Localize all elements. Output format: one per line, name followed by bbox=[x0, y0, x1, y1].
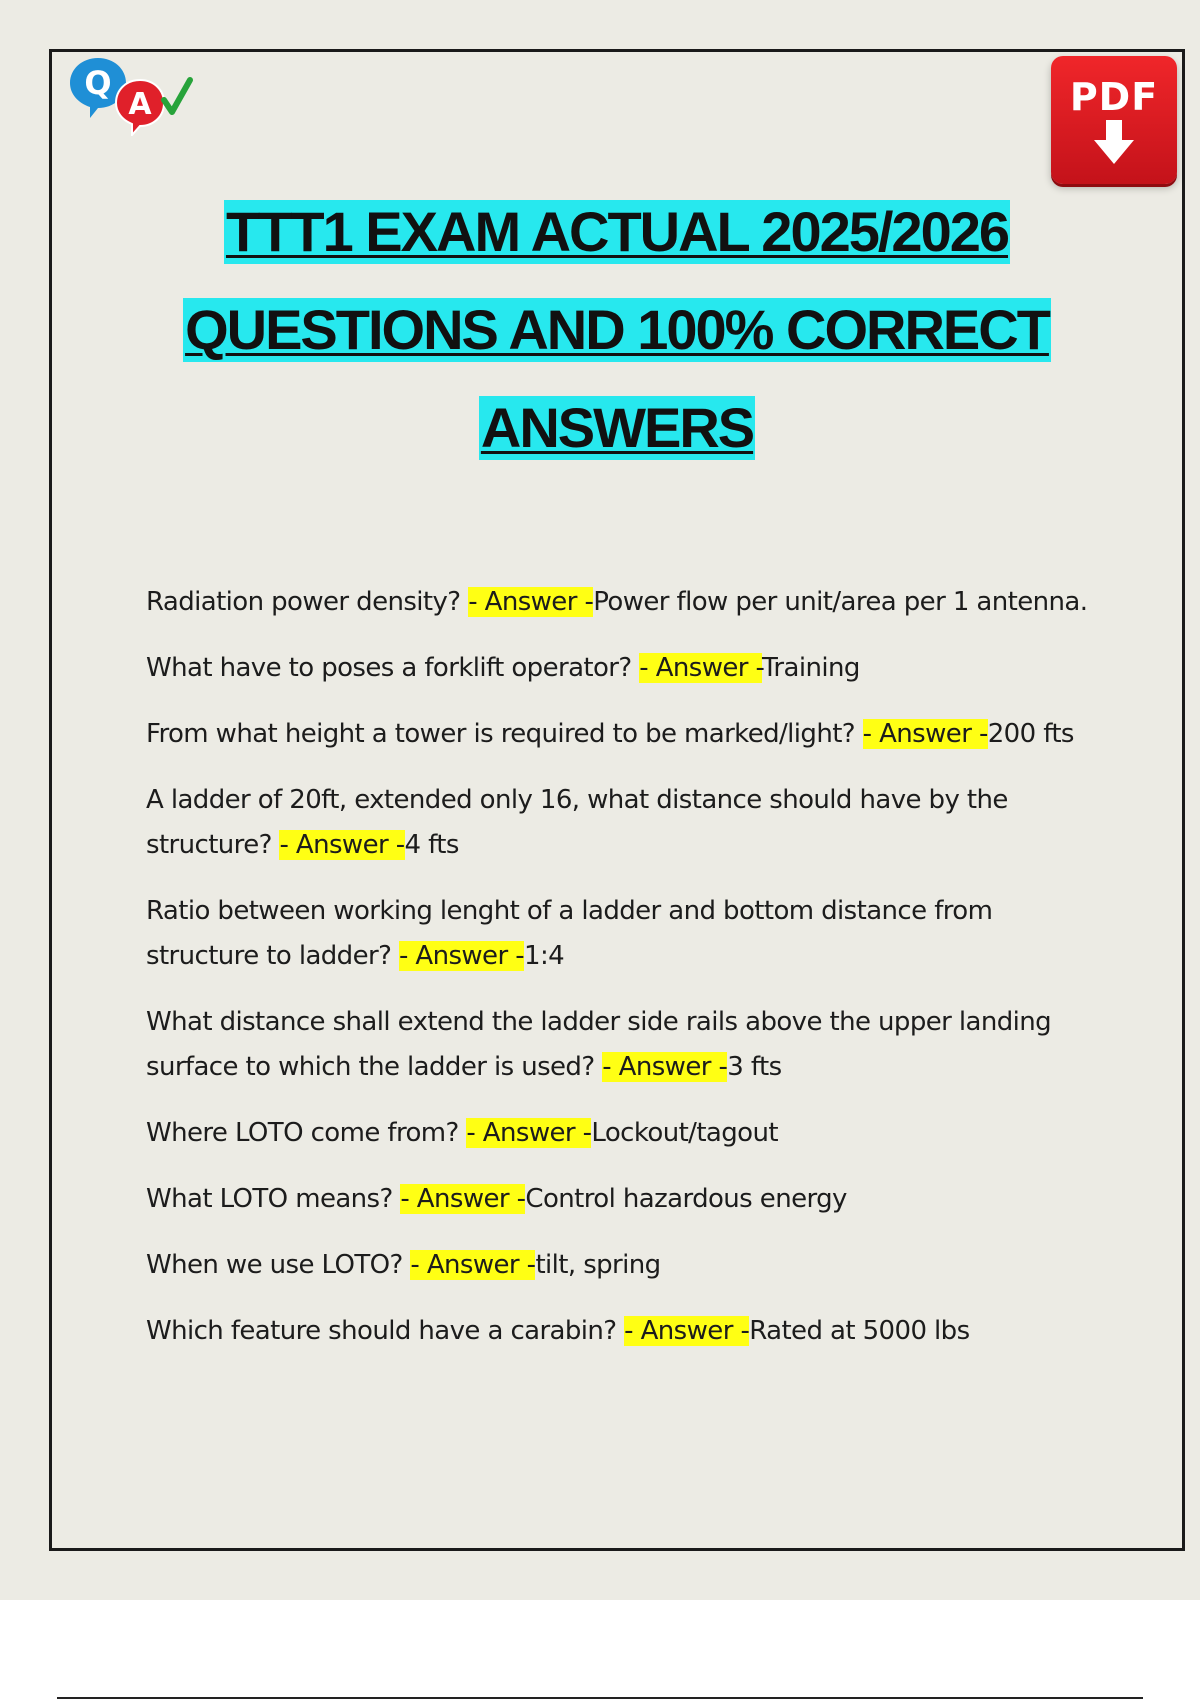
question-text: Where LOTO come from? bbox=[146, 1118, 467, 1148]
answer-tag: - Answer - bbox=[862, 719, 988, 749]
question-text: When we use LOTO? bbox=[146, 1250, 411, 1280]
answer-text: Lockout/tagout bbox=[591, 1118, 778, 1148]
qa-logo bbox=[68, 56, 198, 136]
document-title bbox=[55, 200, 1179, 494]
answer-tag: - Answer - bbox=[400, 1184, 526, 1214]
answer-text: tilt, spring bbox=[535, 1250, 661, 1280]
answer-tag: - Answer - bbox=[624, 1316, 750, 1346]
answer-tag: - Answer - bbox=[468, 587, 594, 617]
download-arrow-icon bbox=[1094, 120, 1134, 164]
pdf-label: PDF bbox=[1069, 75, 1159, 119]
qa-item bbox=[146, 778, 1106, 868]
logo-a-letter: A bbox=[128, 87, 152, 122]
check-icon bbox=[164, 80, 190, 112]
answer-text: Control hazardous energy bbox=[525, 1184, 847, 1214]
answer-tag: - Answer - bbox=[466, 1118, 592, 1148]
qa-item bbox=[146, 1000, 1106, 1090]
qa-item bbox=[146, 1309, 1106, 1354]
answer-text: Rated at 5000 lbs bbox=[749, 1316, 970, 1346]
qa-item bbox=[146, 1243, 1106, 1288]
answer-tag: - Answer - bbox=[410, 1250, 536, 1280]
question-text: From what height a tower is required to be marked/light? bbox=[146, 719, 863, 749]
qa-logo-icon bbox=[68, 56, 198, 136]
qa-item bbox=[146, 1111, 1106, 1156]
qa-item bbox=[146, 1177, 1106, 1222]
qa-list bbox=[146, 580, 1106, 1375]
question-text: Which feature should have a carabin? bbox=[146, 1316, 625, 1346]
bottom-divider bbox=[57, 1697, 1143, 1699]
answer-tag: - Answer - bbox=[398, 941, 524, 971]
answer-text: 4 fts bbox=[404, 830, 459, 860]
question-text: What have to poses a forklift operator? bbox=[146, 653, 640, 683]
pdf-download-badge[interactable] bbox=[1051, 56, 1177, 184]
title-line-1: TTT1 EXAM ACTUAL 2025/2026 bbox=[225, 200, 1009, 263]
qa-item bbox=[146, 646, 1106, 691]
qa-item bbox=[146, 580, 1106, 625]
logo-q-letter: Q bbox=[84, 64, 112, 102]
answer-text: Training bbox=[761, 653, 860, 683]
question-text: A ladder of 20ft, extended only 16, what distance should have by the structure? bbox=[146, 785, 1008, 860]
title-line-3: ANSWERS bbox=[480, 396, 754, 459]
answer-text: 1:4 bbox=[524, 941, 565, 971]
qa-item bbox=[146, 889, 1106, 979]
question-text: Radiation power density? bbox=[146, 587, 469, 617]
qa-item bbox=[146, 712, 1106, 757]
question-text: What distance shall extend the ladder side rails above the upper landing surface to which the ladder is used? bbox=[146, 1007, 1052, 1082]
answer-text: 3 fts bbox=[727, 1052, 782, 1082]
question-text: Ratio between working lenght of a ladder and bottom distance from structure to ladder? bbox=[146, 896, 993, 971]
question-text: What LOTO means? bbox=[146, 1184, 401, 1214]
answer-tag: - Answer - bbox=[602, 1052, 728, 1082]
answer-text: Power flow per unit/area per 1 antenna. bbox=[593, 587, 1088, 617]
answer-tag: - Answer - bbox=[639, 653, 762, 683]
answer-text: 200 fts bbox=[987, 719, 1074, 749]
answer-tag: - Answer - bbox=[279, 830, 405, 860]
title-line-2: QUESTIONS AND 100% CORRECT bbox=[185, 298, 1049, 361]
